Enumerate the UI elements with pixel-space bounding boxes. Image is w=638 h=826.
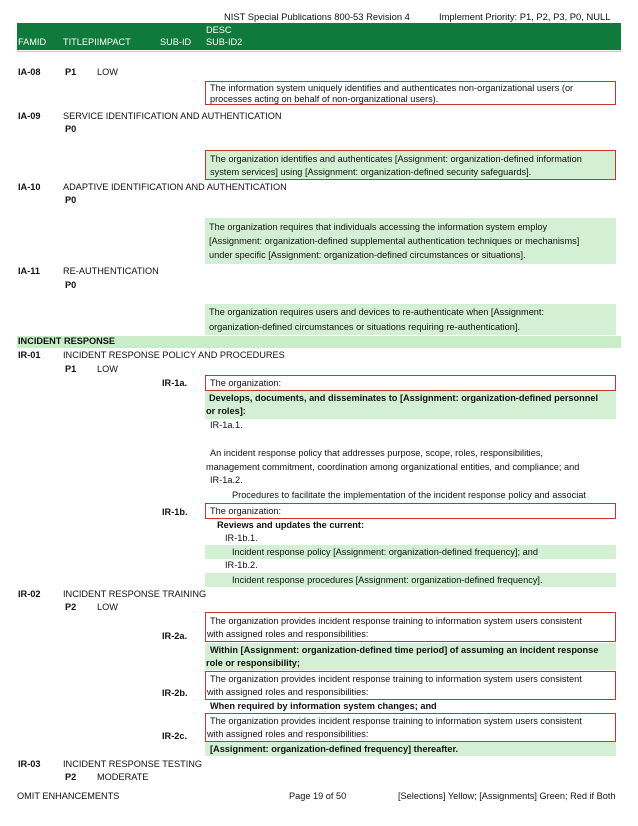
ir02-a-statement-box [205,643,616,670]
ia10-desc-line2: [Assignment: organization-defined supplemental authentication techniques or mechanisms] [209,236,580,246]
ir01-a1-line2: management commitment, coordination among organizational entities, and compliance; and [206,462,580,472]
ia09-title: SERVICE IDENTIFICATION AND AUTHENTICATION [63,111,282,121]
ir02-c-common2: with assigned roles and responsibilities: [207,729,369,739]
ir01-sub-b: IR-1b. [162,507,188,517]
col-desc: DESC [206,25,232,35]
ia11-desc-line2: organization-defined circumstances or situations requiring re-authentication]. [209,322,521,332]
ir02-impact: LOW [97,602,118,612]
ir02-a-line2: role or responsibility; [206,658,300,668]
ir02-b-intro-box [205,671,616,700]
ir01-b1-id: IR-1b.1. [225,533,258,543]
ir02-c-line1: [Assignment: organization-defined frequency] thereafter. [210,744,459,754]
ir03-title: INCIDENT RESPONSE TESTING [63,759,203,769]
ir01-a-statement-box [205,391,616,419]
ir02-title: INCIDENT RESPONSE TRAINING [63,589,207,599]
ir02-sub-c: IR-2c. [162,731,188,741]
ia10-desc-line1: The organization requires that individuals accessing the information system employ [209,222,548,232]
ia10-priority: P0 [65,195,77,205]
ir01-b-org-box [205,503,616,519]
ia08-desc-line1: The information system uniquely identifies and authenticates non-organizational users (or [210,83,574,93]
ia09-desc-line2: system services] using [Assignment: organization-defined security safeguards]. [210,167,532,177]
footer-left: OMIT ENHANCEMENTS [17,791,120,801]
col-famid: FAMID [18,37,47,47]
ir01-a-line2: or roles]: [206,406,246,416]
priority-legend: Implement Priority: P1, P2, P3, P0, NULL [439,11,611,22]
ir01-b2-box [205,573,616,587]
ir03-impact: MODERATE [97,772,149,782]
ir02-c-common1: The organization provides incident response training to information system users consistent [210,716,582,726]
ir02-b-common1: The organization provides incident response training to information system users consistent [210,674,582,684]
ir01-b-org: The organization: [210,506,281,516]
ir02-sub-a: IR-2a. [162,631,188,641]
ia11-title: RE-AUTHENTICATION [63,266,159,276]
ia09-priority: P0 [65,124,77,134]
ia10-title: ADAPTIVE IDENTIFICATION AND AUTHENTICATION [63,182,287,192]
ir01-b2-id: IR-1b.2. [225,560,258,570]
ia11-description-box [205,304,616,335]
ir02-c-statement-box [205,742,616,756]
ia09-id: IA-09 [18,111,41,121]
row-divider [17,51,621,52]
ir01-a2-id: IR-1a.2. [210,475,243,485]
ir01-a-org: The organization: [210,378,281,388]
ir02-a-intro-box [205,612,616,642]
ir01-a1-line1: An incident response policy that addresses purpose, scope, roles, responsibilities, [210,448,543,458]
ia08-id: IA-08 [18,67,41,77]
ir03-priority: P2 [65,772,77,782]
ir01-b1-line1: Incident response policy [Assignment: organization-defined frequency]; and [232,547,538,557]
ir02-c-intro-box [205,713,616,742]
ir02-a-line1: Within [Assignment: organization-defined time period] of assuming an incident response [210,645,599,655]
col-subid: SUB-ID [160,37,192,47]
ir02-priority: P2 [65,602,77,612]
ia09-desc-line1: The organization identifies and authenticates [Assignment: organization-defined information [210,154,582,164]
ia10-description-box [205,218,616,264]
ia08-impact: LOW [97,67,118,77]
ir02-a-common1: The organization provides incident response training to information system users consistent [210,616,582,626]
ia10-desc-line3: under specific [Assignment: organization-defined circumstances or situations]. [209,250,526,260]
ia08-desc-line2: processes acting on behalf of non-organizational users). [210,94,439,104]
ir01-a-line1: Develops, documents, and disseminates to [Assignment: organization-defined personnel [209,393,598,403]
ir01-sub-a: IR-1a. [162,378,188,388]
section-title: INCIDENT RESPONSE [18,336,115,346]
ir03-id: IR-03 [18,759,41,769]
ir01-a1-id: IR-1a.1. [210,420,243,430]
ir01-impact: LOW [97,364,118,374]
ir01-b2-line1: Incident response procedures [Assignment: organization-defined frequency]. [232,575,543,585]
column-header-band [17,23,621,50]
ir01-priority: P1 [65,364,77,374]
ia09-description-box [205,150,616,180]
ia11-id: IA-11 [18,266,40,276]
col-title-impact: TITLEPIIMPACT [63,37,131,47]
col-subid2: SUB-ID2 [206,37,243,47]
publication-title: NIST Special Publications 800-53 Revision 4 [224,11,410,22]
ir01-a2-line1: Procedures to facilitate the implementation of the incident response policy and associat [232,490,586,500]
page-number: Page 19 of 50 [289,791,347,801]
ia08-description-box [205,81,616,105]
ir02-a-common2: with assigned roles and responsibilities: [207,629,369,639]
ir01-b1-box [205,545,616,559]
ia08-priority: P1 [65,67,77,77]
ir02-b-common2: with assigned roles and responsibilities: [207,687,369,697]
ir01-title: INCIDENT RESPONSE POLICY AND PROCEDURES [63,350,285,360]
footer-legend: [Selections] Yellow; [Assignments] Green; Red if Both [398,791,616,801]
section-band [17,336,621,348]
ia11-desc-line1: The organization requires users and devices to re-authenticate when [Assignment: [209,307,545,317]
ia11-priority: P0 [65,280,77,290]
ir01-a-org-box [205,375,616,391]
ir01-b-line1: Reviews and updates the current: [217,520,365,530]
ir02-sub-b: IR-2b. [162,688,188,698]
ia10-id: IA-10 [18,182,41,192]
ir01-id: IR-01 [18,350,41,360]
ir02-b-line1: When required by information system changes; and [210,701,437,711]
ir02-id: IR-02 [18,589,41,599]
